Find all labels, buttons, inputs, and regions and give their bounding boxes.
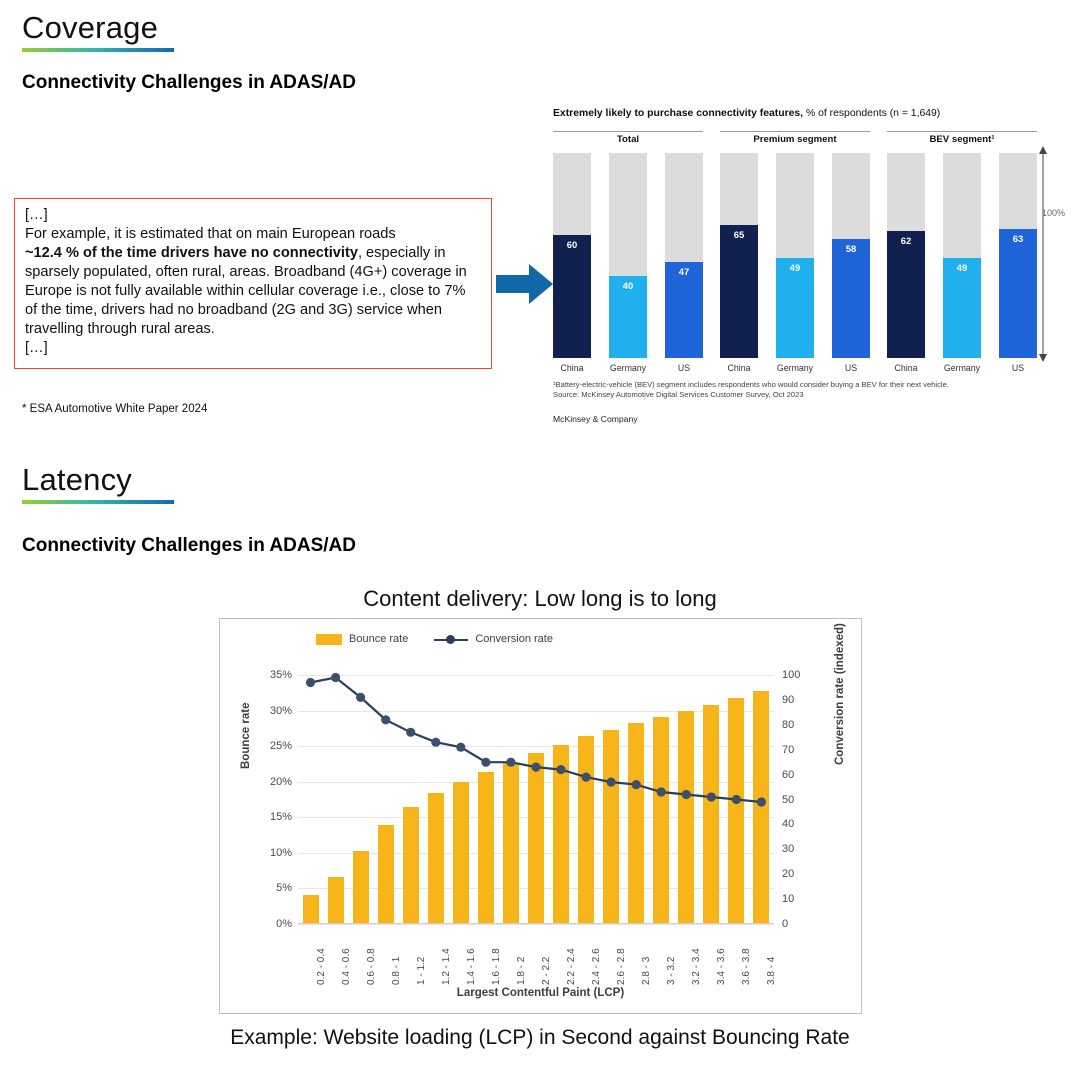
bar-value-label: 40 bbox=[622, 280, 634, 291]
bar-fill bbox=[832, 239, 870, 358]
legend-bar-swatch bbox=[316, 634, 342, 645]
mckinsey-chart-title bbox=[553, 108, 1065, 119]
lcp-plot-area bbox=[269, 669, 801, 985]
y-axis-right-title: Conversion rate (indexed) bbox=[834, 623, 846, 765]
quote-line-1: For example, it is estimated that on main European roads bbox=[25, 225, 396, 242]
y-axis-left-title: Bounce rate bbox=[240, 702, 252, 769]
mckinsey-bar bbox=[943, 153, 981, 358]
quote-open-ellipsis: […] bbox=[25, 207, 48, 223]
x-tick-label: 0.8 - 1 bbox=[390, 956, 402, 985]
bar-value-label: 60 bbox=[566, 239, 578, 250]
x-tick-label: 0.4 - 0.6 bbox=[340, 948, 352, 985]
x-tick-label: 0.2 - 0.4 bbox=[315, 948, 327, 985]
y-right-tick: 70 bbox=[782, 743, 795, 756]
mckinsey-groups bbox=[553, 131, 1065, 373]
x-tick-label: 2.4 - 2.6 bbox=[591, 948, 603, 985]
x-tick-label: 3 - 3.2 bbox=[666, 956, 678, 985]
bar-value-label: 63 bbox=[1012, 232, 1024, 244]
conversion-rate-line bbox=[298, 675, 774, 924]
quote-close-ellipsis: […] bbox=[25, 339, 48, 356]
mckinsey-categories bbox=[887, 363, 1037, 373]
coverage-footnote: * ESA Automotive White Paper 2024 bbox=[22, 403, 208, 415]
y-left-tick: 25% bbox=[269, 740, 292, 753]
mckinsey-group-label: BEV segment¹ bbox=[887, 131, 1037, 145]
mckinsey-categories bbox=[553, 363, 703, 373]
mckinsey-group-label: Total bbox=[553, 131, 703, 145]
x-axis-title: Largest Contentful Paint (LCP) bbox=[456, 987, 625, 999]
x-tick-label: 2.8 - 3 bbox=[641, 956, 653, 985]
x-tick-label: 1.6 - 1.8 bbox=[490, 948, 502, 985]
y-left-tick: 0% bbox=[276, 918, 292, 930]
category-label: China bbox=[560, 363, 584, 373]
latency-section-header bbox=[22, 462, 174, 504]
coverage-section-header bbox=[22, 10, 174, 52]
bar-fill bbox=[665, 262, 703, 358]
scale-indicator bbox=[1023, 146, 1067, 362]
x-tick-label: 3.8 - 4 bbox=[766, 956, 778, 985]
mckinsey-footnotes bbox=[553, 380, 949, 401]
mckinsey-categories bbox=[720, 363, 870, 373]
mckinsey-bars bbox=[720, 153, 870, 358]
bar-value-label: 65 bbox=[733, 228, 745, 240]
y-right-tick: 10 bbox=[782, 893, 795, 906]
x-tick-label: 3.4 - 3.6 bbox=[716, 948, 728, 985]
category-label: China bbox=[727, 363, 751, 373]
x-tick-label: 0.6 - 0.8 bbox=[365, 948, 377, 985]
lcp-chart bbox=[219, 618, 862, 1014]
y-right-tick: 90 bbox=[782, 693, 795, 706]
mckinsey-bar bbox=[720, 153, 758, 358]
y-right-tick: 40 bbox=[782, 818, 795, 831]
mckinsey-chart bbox=[553, 108, 1065, 438]
legend-item-bounce-rate bbox=[316, 633, 408, 645]
legend-item-conversion-rate bbox=[434, 633, 553, 645]
mckinsey-footnote-2: Source: McKinsey Automotive Digital Services Customer Survey, Oct 2023 bbox=[553, 390, 804, 400]
category-label: US bbox=[1011, 363, 1025, 373]
category-label: US bbox=[677, 363, 691, 373]
x-tick-label: 2.6 - 2.8 bbox=[616, 948, 628, 985]
latency-subheading: Connectivity Challenges in ADAS/AD bbox=[22, 535, 356, 556]
x-tick-label: 1 - 1.2 bbox=[415, 956, 427, 985]
x-tick-label: 2.2 - 2.4 bbox=[566, 948, 577, 985]
mckinsey-group bbox=[887, 131, 1037, 373]
y-right-tick: 100 bbox=[782, 669, 801, 681]
y-left-tick: 10% bbox=[269, 846, 292, 859]
y-left-tick: 30% bbox=[269, 704, 292, 717]
quote-line-2: , especially in sparsely populated, often rural, areas. Broadband (4G+) coverage in Europe is not fully available within cellular coverage i.e., close to 7% of the time, drivers had no broadband (2G and 3G) service when travelling through rural areas. bbox=[25, 244, 467, 337]
bar-value-label: 62 bbox=[900, 234, 912, 246]
mckinsey-bar bbox=[832, 153, 870, 358]
x-tick-label: 1.2 - 1.4 bbox=[440, 948, 452, 985]
y-right-tick: 20 bbox=[782, 868, 795, 881]
title-underline bbox=[22, 500, 174, 504]
lcp-chart-caption: Example: Website loading (LCP) in Second against Bouncing Rate bbox=[230, 1026, 850, 1049]
title-underline bbox=[22, 48, 174, 52]
mckinsey-title-bold: Extremely likely to purchase connectivity features, bbox=[553, 108, 804, 119]
category-label: US bbox=[844, 363, 858, 373]
mckinsey-group bbox=[553, 131, 703, 373]
y-left-tick: 15% bbox=[269, 811, 292, 824]
bar-fill bbox=[720, 225, 758, 358]
x-tick-label: 1.4 - 1.6 bbox=[465, 948, 477, 985]
bar-value-label: 49 bbox=[956, 261, 968, 273]
mckinsey-bars bbox=[887, 153, 1037, 358]
bar-value-label: 49 bbox=[789, 261, 801, 273]
mckinsey-bar bbox=[887, 153, 925, 358]
mckinsey-footnote-1: ¹Battery-electric-vehicle (BEV) segment includes respondents who would consider buying a BEV for their next vehicle. bbox=[553, 380, 949, 389]
bar-value-label: 47 bbox=[678, 265, 690, 277]
mckinsey-group-label: Premium segment bbox=[720, 131, 870, 145]
bar-fill bbox=[943, 258, 981, 358]
x-tick-label: 1.8 - 2 bbox=[515, 956, 527, 985]
bar-value-label: 58 bbox=[845, 243, 857, 255]
y-right-tick: 0 bbox=[782, 918, 789, 930]
y-left-tick: 5% bbox=[276, 882, 292, 895]
bar-fill bbox=[776, 258, 814, 358]
quote-body bbox=[25, 225, 481, 339]
legend-line-swatch bbox=[434, 634, 468, 645]
category-label: Germany bbox=[776, 363, 814, 373]
x-tick-label: 3.2 - 3.4 bbox=[691, 948, 703, 985]
x-axis-line bbox=[298, 923, 774, 924]
x-tick-label: 2 - 2.2 bbox=[541, 956, 552, 985]
bar-fill bbox=[887, 231, 925, 358]
legend-label: Conversion rate bbox=[475, 633, 553, 645]
scale-label: 100% bbox=[1041, 208, 1065, 218]
legend-label: Bounce rate bbox=[349, 633, 409, 645]
section-title-coverage: Coverage bbox=[22, 10, 159, 45]
mckinsey-bars bbox=[553, 153, 703, 358]
lcp-chart-title: Content delivery: Low long is to long bbox=[363, 586, 717, 611]
bar-fill bbox=[553, 235, 591, 358]
category-label: Germany bbox=[943, 363, 981, 373]
gridline bbox=[298, 924, 774, 925]
right-arrow-icon bbox=[496, 262, 554, 306]
mckinsey-title-regular: % of respondents (n = 1,649) bbox=[803, 108, 941, 119]
y-right-tick: 60 bbox=[782, 768, 795, 781]
bar-fill bbox=[609, 276, 647, 358]
category-label: China bbox=[894, 363, 918, 373]
x-tick-label: 3.6 - 3.8 bbox=[741, 948, 753, 985]
y-right-tick: 50 bbox=[782, 793, 795, 806]
mckinsey-bar bbox=[609, 153, 647, 358]
y-right-tick: 80 bbox=[782, 718, 795, 731]
y-left-tick: 20% bbox=[269, 775, 292, 788]
y-right-tick: 30 bbox=[782, 843, 795, 856]
mckinsey-brand-label: McKinsey & Company bbox=[553, 414, 638, 424]
y-left-tick: 35% bbox=[269, 669, 292, 681]
mckinsey-group bbox=[720, 131, 870, 373]
quote-bold-highlight: ~12.4 % of the time drivers have no connectivity bbox=[25, 244, 358, 261]
coverage-subheading: Connectivity Challenges in ADAS/AD bbox=[22, 72, 356, 93]
mckinsey-bar bbox=[665, 153, 703, 358]
section-title-latency: Latency bbox=[22, 462, 132, 497]
category-label: Germany bbox=[609, 363, 647, 373]
mckinsey-bar bbox=[553, 153, 591, 358]
mckinsey-bar bbox=[776, 153, 814, 358]
lcp-legend bbox=[316, 633, 553, 645]
quote-callout-box bbox=[14, 198, 492, 369]
